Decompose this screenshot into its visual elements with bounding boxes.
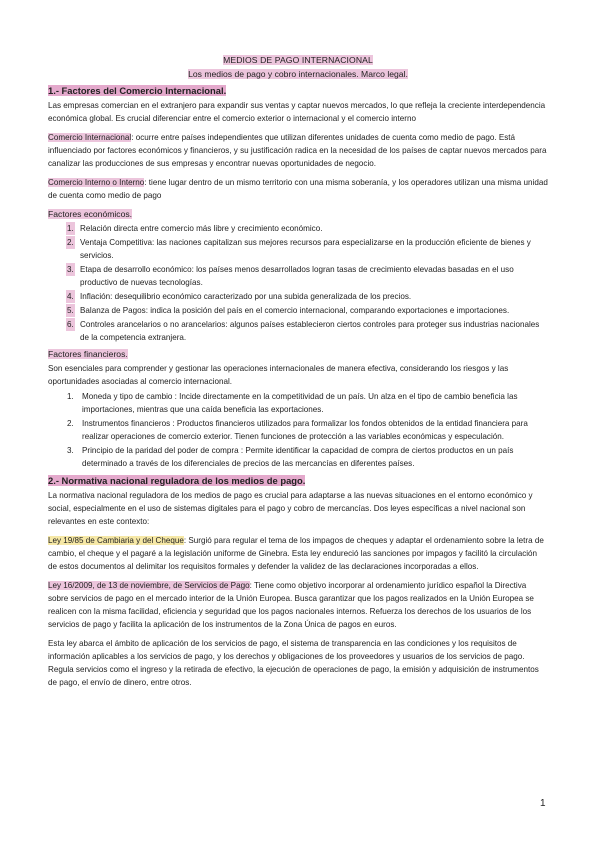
section1-heading [48,85,548,97]
list-item [48,290,548,303]
factores-financieros-intro: Son esenciales para comprender y gestionar las operaciones internacionales de manera efectiva, considerando los riesgos y las oportunidades asociadas al comercio internacional. [48,364,509,386]
document-page [48,48,548,695]
factores-financieros-heading-text: Factores financieros. [48,349,128,359]
list-item-number: 5. [67,306,74,315]
document-subtitle-text: Los medios de pago y cobro internacionales. Marco legal. [188,69,408,79]
list-item-number: 3. [67,446,74,455]
comercio-internacional-paragraph [48,131,548,170]
ley-19-85-paragraph [48,534,548,573]
list-item-text: Balanza de Pagos: indica la posición del país en el comercio internacional, comparando exportaciones e importaciones. [80,306,510,315]
section2-intro: La normativa nacional reguladora de los medios de pago es crucial para adaptarse a las nuevas situaciones en el entorno económico y social, especialmente en el uso de sistemas digitales para el pago y cobro de mercancías. Dos leyes específicas a nivel nacional son relevantes en este contexto: [48,491,533,526]
list-item-text: Moneda y tipo de cambio : Incide directamente en la competitividad de un país. Un alza en el tipo de cambio beneficia las importaciones, mientras que una caída beneficia las exportaciones. [82,392,518,414]
section2-heading [48,475,548,487]
comercio-interno-text: : tiene lugar dentro de un mismo territorio con una misma soberanía, y los operadores utilizan una misma unidad de cuenta como medio de pago [48,178,548,200]
list-item-text: Etapa de desarrollo económico: los países menos desarrollados logran tasas de crecimiento elevadas basadas en el uso productivo de nuevas tecnologías. [80,265,514,287]
list-item-number: 4. [67,292,74,301]
comercio-internacional-text: : ocurre entre países independientes que utilizan diferentes unidades de cuenta como medio de pago. Está influenciado por factores económicos y financieros, y su justificación radica en la necesidad de los países de captar nuevos mercados para canalizar las producciones de sus empresas y encontrar nuevas oportunidades de negocio. [48,133,547,168]
factores-economicos-heading [48,208,548,220]
factores-economicos-heading-text: Factores económicos. [48,209,133,219]
comercio-interno-paragraph [48,176,548,202]
list-item [48,390,548,416]
ley-16-2009-paragraph [48,579,548,631]
list-item [48,304,548,317]
comercio-interno-label: Comercio Interno o Interno [48,178,145,187]
list-item-text: Relación directa entre comercio más libre y crecimiento económico. [80,224,323,233]
section2-heading-text: 2.- Normativa nacional reguladora de los medios de pago. [48,475,306,486]
list-item [48,263,548,289]
section1-intro: Las empresas comercian en el extranjero para expandir sus ventas y captar nuevos mercados, lo que refleja la creciente interdependencia económica global. Es crucial diferenciar entre el comercio exterior o internacional y el comercio interno [48,101,546,123]
list-item-number: 1. [67,392,74,401]
list-item [48,318,548,344]
list-item-text: Instrumentos financieros : Productos financieros utilizados para formalizar los fondos obtenidos de la entidad financiera para realizar operaciones de comercio exterior. Tienen funciones de protección a las variables económicas y especulación. [82,419,528,441]
list-item [48,222,548,235]
document-title [48,54,548,66]
document-title-text: MEDIOS DE PAGO INTERNACIONAL [223,55,373,65]
list-item-text: Ventaja Competitiva: las naciones capitalizan sus mejores recursos para especializarse en la producción eficiente de bienes y servicios. [80,238,531,260]
section1-heading-text: 1.- Factores del Comercio Internacional. [48,85,227,96]
list-item [48,444,548,470]
document-subtitle [48,68,548,80]
list-item-number: 3. [67,265,74,274]
list-item-number: 2. [67,238,74,247]
list-item [48,236,548,262]
list-item [48,417,548,443]
ley-19-85-label: Ley 19/85 de Cambiaria y del Cheque [48,536,184,545]
list-item-number: 6. [67,320,74,329]
list-item-text: Inflación: desequilibrio económico caracterizado por una subida generalizada de los precios. [80,292,412,301]
ley-16-2009-label: Ley 16/2009, de 13 de noviembre, de Servicios de Pago [48,581,250,590]
ley-16-2009-text: : Tiene como objetivo incorporar al ordenamiento jurídico español la Directiva sobre servicios de pago en el mercado interior de la Unión Europea. Busca garantizar que los pagos realizados en la Unión Europea se realicen con la misma facilidad, eficiencia y seguridad que los pagos nacionales internos. Refuerza los derechos de los usuarios de los servicios de pago y facilita la aplicación de los instrumentos de la Zona Única de pagos en euros. [48,581,534,629]
list-item-number: 2. [67,419,74,428]
page-number: 1 [540,798,546,809]
factores-financieros-heading [48,348,548,360]
section2-closing: Esta ley abarca el ámbito de aplicación de los servicios de pago, el sistema de transparencia en las condiciones y los requisitos de información aplicables a los servicios de pago, y los derechos y obligaciones de los proveedores y usuarios de los servicios de pago. Regula servicios como el ingreso y la retirada de efectivo, la ejecución de operaciones de pago, la emisión y adquisición de instrumentos de pago, el envío de dinero, entre otros. [48,639,539,687]
list-item-number: 1. [67,224,74,233]
list-item-text: Principio de la paridad del poder de compra : Permite identificar la capacidad de compra de ciertos productos en un país determinado a través de los diferenciales de precios de las mercancías en diferentes países. [82,446,514,468]
ley-19-85-text: : Surgió para regular el tema de los impagos de cheques y adaptar el ordenamiento sobre la letra de cambio, el cheque y el pagaré a la legislación uniforme de Ginebra. Esta ley endureció las sanciones por impagos y facilitó la circulación de estos documentos al delimitar los requisitos formales y defender la validez de las declaraciones incorporadas a ellos. [48,536,544,571]
list-item-text: Controles arancelarios o no arancelarios: algunos países establecieron ciertos controles para proteger sus industrias nacionales de la competencia extranjera. [80,320,540,342]
factores-financieros-list [48,390,548,470]
comercio-internacional-label: Comercio Internacional [48,133,132,142]
factores-economicos-list [48,222,548,344]
